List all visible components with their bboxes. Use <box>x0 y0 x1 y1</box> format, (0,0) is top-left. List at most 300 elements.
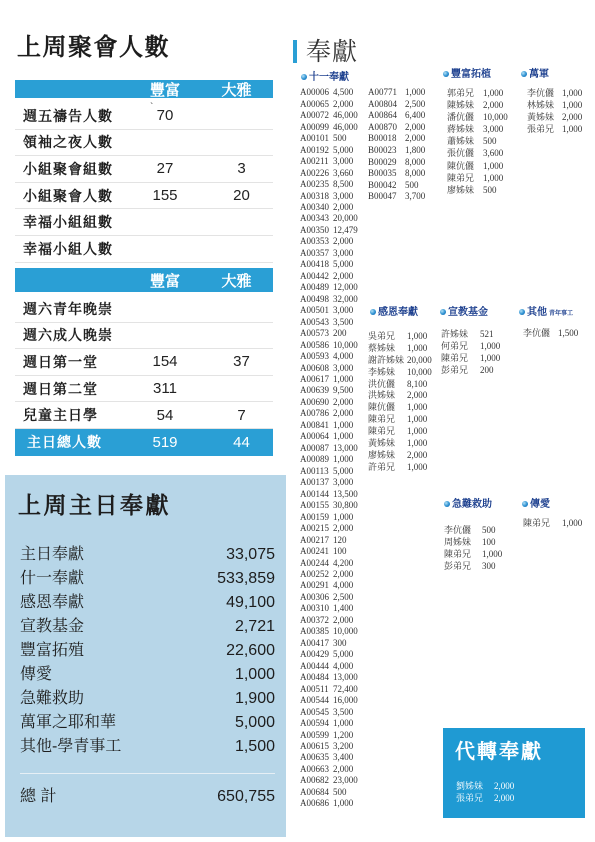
section-label: 萬軍 <box>529 69 549 80</box>
offering-summary-row <box>20 567 275 591</box>
donor-id: A00544 <box>300 695 329 706</box>
donor-id: A00663 <box>300 763 329 774</box>
donation-amount: 9,500 <box>333 385 354 396</box>
donation-amount: 2,000 <box>407 449 428 460</box>
donor-name: 張伉儷 <box>447 148 475 159</box>
donor-id: A00350 <box>300 224 329 235</box>
donor-id: A00543 <box>300 316 329 327</box>
donor-row <box>300 580 358 591</box>
donor-row <box>300 431 358 442</box>
donor-row <box>300 615 358 626</box>
donor-id: A00318 <box>300 190 329 201</box>
donation-amount: 3,660 <box>333 167 354 178</box>
bullet-icon <box>519 309 525 315</box>
donor-row <box>300 213 358 224</box>
donor-row <box>300 374 358 385</box>
donor-row <box>447 147 508 159</box>
donor-row <box>300 558 358 569</box>
donation-amount: 1,000 <box>407 461 428 472</box>
donor-name: 陳弟兄 <box>368 414 396 425</box>
donor-row <box>444 524 502 536</box>
donation-amount: 4,000 <box>333 580 354 591</box>
donor-id: A00684 <box>300 786 329 797</box>
donation-amount: 3,000 <box>333 247 354 258</box>
donor-row <box>447 123 508 135</box>
row-label: 兒童主日學 <box>23 407 98 424</box>
donor-row <box>300 133 358 144</box>
donor-name: 黃姊妹 <box>527 112 555 122</box>
table-header <box>15 80 273 98</box>
donor-row <box>300 317 358 328</box>
donor-row <box>300 191 358 202</box>
donor-id: A00087 <box>300 442 329 453</box>
donor-row <box>300 408 358 419</box>
donation-amount: 100 <box>333 546 347 557</box>
donation-amount: 500 <box>483 136 497 147</box>
donation-amount: 1,000 <box>333 374 354 385</box>
donor-row <box>368 157 425 169</box>
donor-row <box>300 535 358 546</box>
donor-name: 陳弟兄 <box>447 172 475 183</box>
donor-id: A00511 <box>300 683 329 694</box>
donor-row <box>300 363 358 374</box>
donor-row <box>368 122 425 134</box>
donor-name: 吳弟兄 <box>368 331 396 341</box>
donation-amount: 12,479 <box>333 224 358 235</box>
donor-row <box>368 367 432 379</box>
donor-name: 陳弟兄 <box>368 426 396 437</box>
donor-name: 潘伉儷 <box>447 112 475 123</box>
donor-id: A00241 <box>300 546 329 557</box>
donation-amount: 23,000 <box>333 775 358 786</box>
donor-id: A00841 <box>300 419 329 430</box>
donor-row <box>300 328 358 339</box>
table-row <box>15 429 273 456</box>
donor-id: A00489 <box>300 282 329 293</box>
attendance-title: 上周聚會人數 <box>17 34 170 61</box>
donor-id: A00340 <box>300 201 329 212</box>
donor-row <box>368 390 432 402</box>
header-blank-cell <box>15 80 130 98</box>
donor-id: A00593 <box>300 351 329 362</box>
donation-amount: 10,000 <box>333 626 358 637</box>
fengfu-count: 54 <box>156 406 174 424</box>
total-amount: 650,755 <box>217 788 275 805</box>
stray-mark: ` <box>150 102 154 113</box>
donor-id: A00594 <box>300 718 329 729</box>
donor-row <box>300 454 358 465</box>
header-blank-cell <box>15 268 130 292</box>
fengfu-count: 70 <box>156 107 174 125</box>
donation-amount: 2,000 <box>333 396 354 407</box>
donation-amount: 500 <box>482 525 496 535</box>
donation-amount: 3,000 <box>333 477 354 488</box>
section-label: 感恩奉獻 <box>378 307 418 318</box>
donor-id: B00023 <box>368 145 397 156</box>
donor-id: A00343 <box>300 213 329 224</box>
offering-summary-title: 上周主日奉獻 <box>18 492 171 518</box>
donor-row <box>300 523 358 534</box>
offering-summary-row <box>20 591 275 615</box>
donation-amount: 2,000 <box>333 614 354 625</box>
donor-row <box>300 684 358 695</box>
donor-name: 林姊妹 <box>527 100 555 110</box>
donor-name: 陳弟兄 <box>523 518 551 528</box>
section-label: 宣教基金 <box>448 307 488 318</box>
donor-row <box>300 294 358 305</box>
donor-row <box>368 402 432 414</box>
donation-amount: 8,100 <box>407 378 428 389</box>
donor-row <box>523 517 582 529</box>
table-row <box>15 209 273 236</box>
donor-name: 劉姊妹 <box>456 781 484 791</box>
donation-amount: 46,000 <box>333 110 358 121</box>
daya-count: 44 <box>233 433 250 451</box>
donor-row <box>300 695 358 706</box>
donor-name: 周姊妹 <box>444 537 472 547</box>
donor-id: A00211 <box>300 156 329 167</box>
row-label: 週六成人晚崇 <box>23 327 113 344</box>
donation-amount: 8,000 <box>405 156 426 167</box>
donation-amount: 1,000 <box>333 511 354 522</box>
donor-row <box>368 379 432 391</box>
section-label: 其他 <box>527 307 547 318</box>
other-section-header <box>519 307 573 320</box>
offering-summary-row <box>20 663 275 687</box>
donor-row <box>444 560 502 572</box>
donation-amount: 13,000 <box>333 442 358 453</box>
donation-amount: 2,000 <box>562 112 583 122</box>
offering-amount: 33,075 <box>226 546 275 563</box>
donor-row <box>441 352 500 364</box>
donation-amount: 4,200 <box>333 557 354 568</box>
donor-id: A00065 <box>300 98 329 109</box>
donor-id: A00686 <box>300 798 329 809</box>
relief-list <box>444 524 502 572</box>
offering-summary-row <box>20 711 275 735</box>
offering-summary-list <box>20 543 275 759</box>
planting-list <box>447 87 508 196</box>
donor-row <box>456 792 514 804</box>
donor-row <box>523 327 578 339</box>
bullet-icon <box>522 501 528 507</box>
donation-amount: 2,500 <box>405 98 426 109</box>
donation-amount: 200 <box>480 365 494 375</box>
donor-row <box>300 603 358 614</box>
donation-amount: 1,000 <box>562 100 583 110</box>
donor-row <box>368 99 425 111</box>
header-fengfu: 豐富 <box>149 81 180 99</box>
donor-row <box>527 111 582 123</box>
donor-name: 陳伉儷 <box>368 402 396 413</box>
fengfu-count: 519 <box>152 433 178 451</box>
donor-id: A00545 <box>300 706 329 717</box>
donation-amount: 500 <box>405 179 419 190</box>
donor-row <box>368 343 432 355</box>
header-fengfu: 豐富 <box>149 272 180 290</box>
donor-row <box>300 489 358 500</box>
donation-amount: 2,000 <box>494 793 515 803</box>
donor-row <box>300 730 358 741</box>
donor-id: A00244 <box>300 557 329 568</box>
donation-amount: 2,000 <box>333 201 354 212</box>
offering-category: 萬軍之耶和華 <box>20 714 117 731</box>
donation-amount: 20,000 <box>333 213 358 224</box>
donation-amount: 10,000 <box>333 339 358 350</box>
donor-row <box>444 548 502 560</box>
donor-id: A00573 <box>300 328 329 339</box>
donor-row <box>527 99 582 111</box>
donor-id: A00215 <box>300 523 329 534</box>
donor-id: A00155 <box>300 500 329 511</box>
donation-amount: 500 <box>483 184 497 195</box>
row-label: 領袖之夜人數 <box>23 134 113 151</box>
donor-row <box>441 364 500 376</box>
hosts-list <box>527 87 582 135</box>
donor-row <box>300 168 358 179</box>
donor-name: 彭弟兄 <box>444 561 472 571</box>
missions-list <box>441 328 500 376</box>
table-body <box>15 296 273 456</box>
donation-amount: 1,800 <box>405 145 426 156</box>
transfer-offering-box <box>443 728 585 818</box>
donor-id: B00029 <box>368 156 397 167</box>
donation-amount: 1,000 <box>333 419 354 430</box>
donor-row <box>368 87 425 99</box>
donor-id: A00484 <box>300 672 329 683</box>
donor-row <box>300 122 358 133</box>
table-body <box>15 103 273 263</box>
fengfu-count: 27 <box>156 160 174 178</box>
donation-amount: 2,000 <box>333 523 354 534</box>
donor-row <box>300 202 358 213</box>
table-row <box>15 183 273 210</box>
donor-row <box>527 87 582 99</box>
donor-id: A00639 <box>300 385 329 396</box>
donation-amount: 521 <box>480 329 494 339</box>
donor-row <box>300 741 358 752</box>
donation-amount: 3,700 <box>405 191 426 202</box>
donor-id: A00089 <box>300 454 329 465</box>
donor-id: A00635 <box>300 752 329 763</box>
row-label: 小組聚會組數 <box>23 160 113 177</box>
donor-row <box>447 160 508 172</box>
donation-amount: 3,200 <box>333 741 354 752</box>
donor-name: 蕭姊妹 <box>447 136 475 147</box>
offering-total-row <box>20 785 275 809</box>
table-row <box>15 103 273 130</box>
donor-id: A00113 <box>300 465 329 476</box>
donor-row <box>300 351 358 362</box>
donor-row <box>300 798 358 809</box>
donation-amount: 2,000 <box>333 763 354 774</box>
donor-row <box>300 546 358 557</box>
donation-amount: 2,000 <box>405 133 426 144</box>
donor-id: A00771 <box>368 87 397 98</box>
donor-id: A00291 <box>300 580 329 591</box>
donation-amount: 1,000 <box>562 124 583 134</box>
donor-id: A00064 <box>300 431 329 442</box>
section-label: 急難救助 <box>452 499 492 510</box>
donor-id: A00615 <box>300 741 329 752</box>
donor-row <box>300 718 358 729</box>
donation-amount: 500 <box>333 786 347 797</box>
tithe-list-col2 <box>368 87 425 202</box>
donation-amount: 500 <box>333 133 347 144</box>
donor-row <box>368 414 432 426</box>
donation-amount: 1,000 <box>482 549 503 559</box>
donation-amount: 2,000 <box>333 568 354 579</box>
table-row <box>15 296 273 323</box>
donor-row <box>300 569 358 580</box>
donor-row <box>300 259 358 270</box>
donation-amount: 2,000 <box>407 390 428 401</box>
love-list <box>523 517 582 529</box>
fengfu-count: 155 <box>152 187 178 205</box>
donor-row <box>300 707 358 718</box>
donation-amount: 2,000 <box>405 121 426 132</box>
fengfu-count: 311 <box>153 380 177 398</box>
donation-amount: 16,000 <box>333 695 358 706</box>
donation-amount: 4,000 <box>333 351 354 362</box>
donation-amount: 3,000 <box>333 190 354 201</box>
donor-row <box>300 466 358 477</box>
bullet-icon <box>521 71 527 77</box>
donor-id: A00226 <box>300 167 329 178</box>
donor-row <box>368 133 425 145</box>
offering-category: 急難救助 <box>20 690 85 707</box>
donor-row <box>527 123 582 135</box>
donation-amount: 20,000 <box>407 354 432 365</box>
donation-amount: 10,000 <box>407 366 432 377</box>
donation-amount: 6,400 <box>405 110 426 121</box>
donor-id: A00870 <box>368 121 397 132</box>
donor-row <box>300 592 358 603</box>
donation-amount: 5,000 <box>333 465 354 476</box>
donor-id: A00690 <box>300 396 329 407</box>
donor-id: A00159 <box>300 511 329 522</box>
donation-amount: 1,000 <box>405 87 426 98</box>
offering-amount: 49,100 <box>226 594 275 611</box>
donor-id: A00137 <box>300 477 329 488</box>
donation-amount: 1,000 <box>407 331 428 341</box>
donation-amount: 2,000 <box>483 100 504 111</box>
row-label: 週日第二堂 <box>23 380 98 397</box>
donation-amount: 32,000 <box>333 293 358 304</box>
donor-id: A00310 <box>300 603 329 614</box>
donor-id: A00099 <box>300 121 329 132</box>
missions-section-header <box>440 307 488 319</box>
donation-amount: 1,000 <box>407 426 428 437</box>
donation-amount: 2,000 <box>333 408 354 419</box>
donation-amount: 1,000 <box>562 518 583 528</box>
fengfu-count: 154 <box>152 353 178 371</box>
thanksgiving-list <box>368 331 432 474</box>
donor-row <box>300 225 358 236</box>
donor-id: A00501 <box>300 305 329 316</box>
donation-amount: 1,200 <box>333 729 354 740</box>
donor-row <box>300 145 358 156</box>
donation-amount: 1,000 <box>480 353 501 363</box>
donor-id: A00417 <box>300 637 329 648</box>
donor-row <box>300 385 358 396</box>
donation-amount: 300 <box>482 561 496 571</box>
donation-amount: 13,500 <box>333 488 358 499</box>
donor-row <box>300 282 358 293</box>
offering-summary-row <box>20 639 275 663</box>
donor-name: 陳弟兄 <box>444 549 472 559</box>
donor-id: A00599 <box>300 729 329 740</box>
donor-row <box>368 426 432 438</box>
donor-row <box>300 271 358 282</box>
donor-id: A00608 <box>300 362 329 373</box>
donation-amount: 2,500 <box>333 591 354 602</box>
donor-row <box>368 180 425 192</box>
donor-row <box>368 191 425 203</box>
offering-amount: 533,859 <box>217 570 275 587</box>
donor-id: A00235 <box>300 179 329 190</box>
donation-amount: 13,000 <box>333 672 358 683</box>
love-section-header <box>522 499 550 511</box>
offering-category: 豐富拓殖 <box>20 642 85 659</box>
donor-name: 蔣姊妹 <box>447 124 475 135</box>
table-row <box>15 130 273 157</box>
donor-row <box>300 248 358 259</box>
offering-category: 感恩奉獻 <box>20 594 85 611</box>
donor-name: 李姊妹 <box>368 366 396 377</box>
donor-id: A00617 <box>300 374 329 385</box>
table-row <box>15 236 273 263</box>
table-row <box>15 323 273 350</box>
total-label: 總 計 <box>20 788 57 805</box>
donation-amount: 2,000 <box>333 98 354 109</box>
donor-id: A00429 <box>300 649 329 660</box>
donor-row <box>300 638 358 649</box>
donation-amount: 1,000 <box>483 88 504 98</box>
table-header <box>15 268 273 292</box>
donation-amount: 5,000 <box>333 259 354 270</box>
daya-count: 37 <box>233 353 250 371</box>
donor-name: 謝許姊妹 <box>368 354 405 365</box>
offering-amount: 1,000 <box>234 666 275 683</box>
donor-id: A00804 <box>368 98 397 109</box>
donor-name: 李伉儷 <box>523 328 551 338</box>
donor-row <box>368 168 425 180</box>
offering-amount: 1,500 <box>234 738 275 755</box>
donation-amount: 12,000 <box>333 282 358 293</box>
daya-count: 7 <box>237 406 246 424</box>
donor-row <box>447 184 508 196</box>
donor-row <box>300 443 358 454</box>
donation-amount: 3,000 <box>483 124 504 135</box>
donor-row <box>300 99 358 110</box>
donor-id: A00144 <box>300 488 329 499</box>
donor-row <box>300 512 358 523</box>
donation-amount: 1,000 <box>333 718 354 729</box>
donor-name: 彭弟兄 <box>441 365 469 375</box>
donor-row <box>300 626 358 637</box>
donation-amount: 100 <box>482 537 496 547</box>
section-label: 十一奉獻 <box>309 72 349 83</box>
table-row <box>15 402 273 429</box>
donor-row <box>447 111 508 123</box>
donor-id: A00306 <box>300 591 329 602</box>
donor-row <box>456 780 514 792</box>
header-daya: 大雅 <box>221 81 252 99</box>
donation-amount: 1,000 <box>562 88 583 98</box>
donor-id: A00217 <box>300 534 329 545</box>
donation-amount: 3,600 <box>483 148 504 159</box>
